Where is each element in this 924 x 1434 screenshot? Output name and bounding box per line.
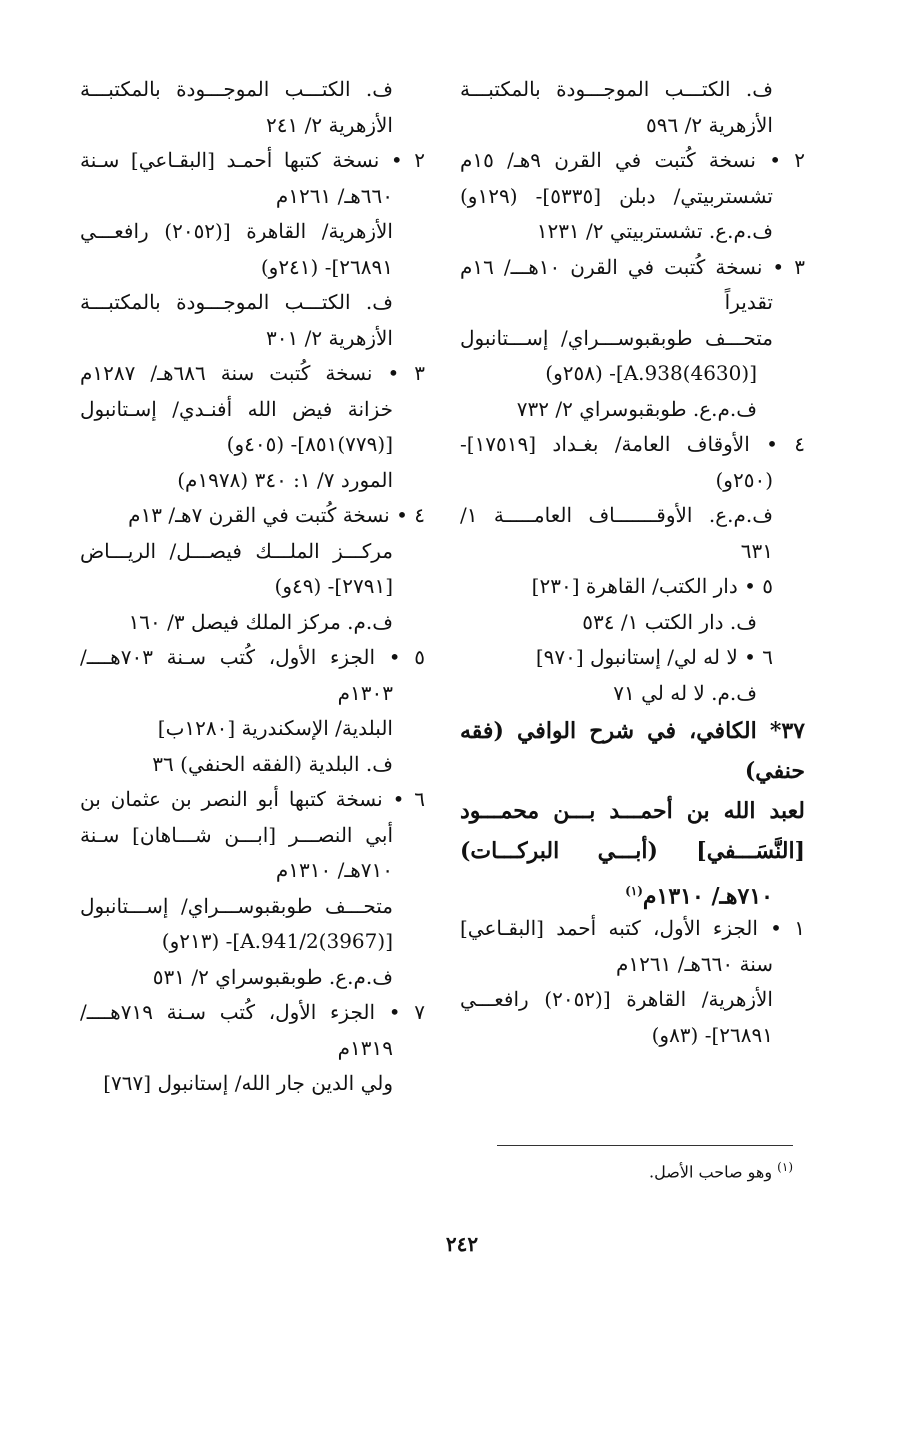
text-line: ٣٧* الكافي، في شرح الوافي (فقه (460, 718, 805, 744)
right-column (460, 72, 805, 1053)
text-line: ٦٦٠هـ/ ١٢٦١م (275, 183, 393, 208)
text-line: متحـــف طوبقبوســـراي/ إســـتانبول (460, 325, 773, 350)
text-line: ف. دار الكتب ١/ ٥٣٤ (582, 609, 757, 634)
text-line: ٥ • الجزء الأول، كُتب سـنة ٧٠٣هــــ/ (80, 645, 425, 669)
text-line: (٢٥٠و) (715, 467, 773, 492)
text-line: ٦ • لا له لي/ إستانبول [٩٧٠] (535, 645, 773, 669)
text-line: [(٧٧٩)٨٥١]- (٤٠٥و) (226, 432, 393, 456)
text-line: تقديراً (724, 290, 773, 314)
footnote-text: وهو صاحب الأصل. (649, 1162, 773, 1182)
text-line: ٢ • نسخة كُتبت في القرن ٩هـ/ ١٥م (460, 148, 805, 172)
text-line: ف. الكتـــب الموجـــودة بالمكتبـــة (460, 77, 773, 101)
text-line: الأزهرية/ القاهرة [(٢٠٥٢) رافعـــي (80, 219, 393, 243)
text-line: تشستربيتي/ دبلن [٥٣٣٥]- (١٢٩و) (460, 183, 773, 208)
footnote-separator (497, 1145, 793, 1146)
text-line: ٦ • نسخة كتبها أبو النصر بن عثمان بن (80, 787, 425, 811)
text-line: ٣ • نسخة كُتبت في القرن ١٠هـــ/ ١٦م (460, 254, 805, 279)
text-line: ف.م. لا له لي ٧١ (613, 680, 757, 705)
text-line: البلدية/ الإسكندرية [١٢٨٠ب] (157, 716, 393, 740)
text-line: ١٣٠٣م (337, 680, 393, 705)
text-line: لعبد الله بن أحمـــد بـــن محمـــود (460, 798, 805, 824)
text-line: ٢٦٨٩١]- (٨٣و) (651, 1022, 773, 1047)
text-line: [النَّسَـــفي] (أبـــي البركـــات) (460, 838, 805, 864)
text-line: حنفي) (744, 758, 805, 784)
text-line: أبي النصـــر [ابـــن شـــاهان] سـنة (80, 822, 393, 847)
text-line: ١ • الجزء الأول، كتبه أحمد [البقـاعي] (460, 916, 805, 940)
text-line: ٧١٠هـ/ ١٣١٠م$^{(١)}$ (625, 883, 773, 910)
text-line: ف. الكتـــب الموجـــودة بالمكتبـــة (80, 77, 393, 101)
text-line: ٤ • الأوقاف العامة/ بغـداد [١٧٥١٩]- (460, 432, 805, 456)
text-line: ف. الكتـــب الموجـــودة بالمكتبـــة (80, 290, 393, 314)
text-line: المورد ٧/ ١: ٣٤٠ (١٩٧٨م) (177, 467, 393, 492)
text-line: خزانة فيض الله أفنـدي/ إسـتانبول (80, 396, 393, 421)
left-column (80, 72, 425, 1102)
text-line: ف.م.ع. تشستربيتي ٢/ ١٢٣١ (536, 219, 773, 243)
text-line: ٥ • دار الكتب/ القاهرة [٢٣٠] (531, 574, 773, 598)
text-line: [A.938(4630)]- (٢٥٨و) (545, 361, 757, 385)
text-line: ٦٣١ (740, 538, 773, 563)
text-line: الأزهرية ٢/ ٣٠١ (266, 325, 393, 350)
text-line: الأزهرية ٢/ ٢٤١ (266, 112, 393, 137)
text-line: ٧١٠هـ/ ١٣١٠م (275, 858, 393, 882)
text-line: مركـــز الملـــك فيصـــل/ الريـــاض (80, 538, 393, 563)
text-line: ف.م.ع. طوبقبوسراي ٢/ ٥٣١ (152, 964, 393, 989)
text-line: سنة ٦٦٠هـ/ ١٢٦١م (616, 951, 773, 976)
footnote (497, 1160, 793, 1181)
text-line: الأزهرية ٢/ ٥٩٦ (646, 112, 773, 137)
footnote-reference: (١) (625, 884, 643, 898)
text-line: الأزهرية/ القاهرة [(٢٠٥٢) رافعـــي (460, 987, 773, 1011)
text-line: ٧ • الجزء الأول، كُتب سـنة ٧١٩هــــ/ (80, 1000, 425, 1024)
footnote-marker: (١) (777, 1160, 793, 1174)
text-line: ٣ • نسخة كُتبت سنة ٦٨٦هـ/ ١٢٨٧م (80, 361, 425, 385)
text-line: [A.941/2(3967)]- (٢١٣و) (161, 929, 393, 953)
text-line: ٢ • نسخة كتبها أحمـد [البقـاعي] سـنة (80, 148, 425, 172)
text-line: ٢٦٨٩١]- (٢٤١و) (260, 254, 393, 279)
text-line: ١٣١٩م (337, 1035, 393, 1060)
text-line: ٤ • نسخة كُتبت في القرن ٧هـ/ ١٣م (128, 503, 425, 527)
page-number: ٢٤٢ (445, 1232, 479, 1256)
text-line: ف.م. مركز الملك فيصل ٣/ ١٦٠ (128, 609, 393, 634)
text-line: ف.م.ع. الأوقـــــــاف العامـــــة ١/ (460, 503, 773, 527)
text-line: ف.م.ع. طوبقبوسراي ٢/ ٧٣٢ (516, 396, 757, 421)
text-line: متحـــف طوبقبوســـراي/ إســـتانبول (80, 893, 393, 918)
text-line: ف. البلدية (الفقه الحنفي) ٣٦ (152, 751, 393, 776)
text-line: ولي الدين جار الله/ إستانبول [٧٦٧] (103, 1071, 393, 1095)
text-line: [٢٧٩١]- (٤٩و) (274, 574, 393, 598)
